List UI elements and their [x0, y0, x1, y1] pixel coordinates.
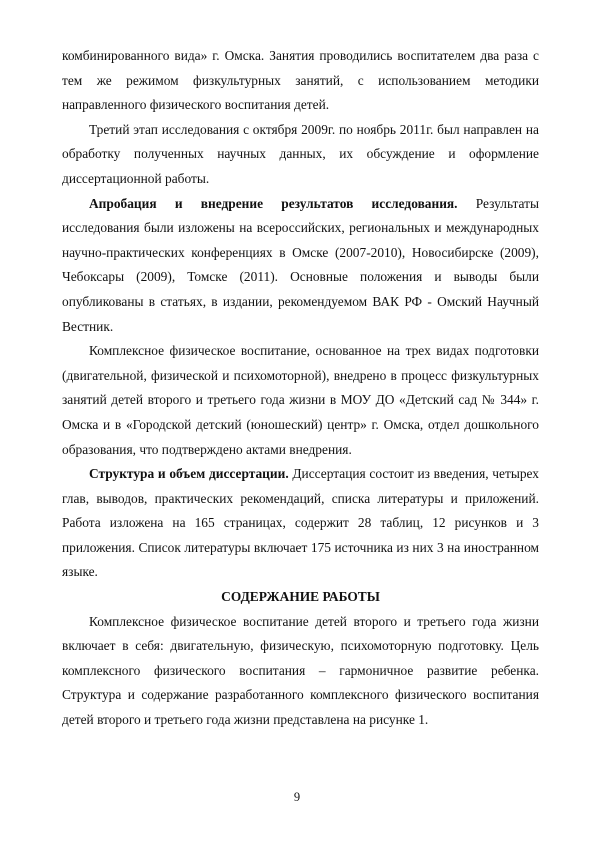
runin-heading-structure: Структура и объем диссертации.	[89, 466, 289, 482]
section-heading: СОДЕРЖАНИЕ РАБОТЫ	[221, 589, 380, 605]
document-page	[62, 44, 539, 733]
paragraph-stage-three: Третий этап исследования с октября 2009г. по ноябрь 2011г. был направлен на обработку полученных научных данных, их обсуждение и оформление диссертационной работы.	[62, 121, 539, 186]
page-number: 9	[293, 790, 301, 804]
paragraph-implementation: Комплексное физическое воспитание, основанное на трех видах подготовки (двигательной, физической и психомоторной), внедрено в процесс физкультурных занятий детей второго и третьего года жизни в МОУ ДО «Детский сад № 344» г. Омска и в «Городской детский (юношеский) центр» г. Омска, отдел дошкольного образования, что подтверждено актами внедрения.	[62, 343, 539, 457]
paragraph-approbation-text: Результаты исследования были изложены на всероссийских, региональных и международных научно-практических конференциях в Омске (2007-2010), Новосибирске (2009), Чебоксары (2009), Томске (2011). Основные положения и выводы были опубликованы в статьях, в издании, рекомендуемом ВАК РФ - Омский Научный Вестник.	[62, 195, 539, 334]
paragraph-structure-text: Диссертация состоит из введения, четырех глав, выводов, практических рекомендаций, списка литературы и приложений. Работа изложена на 165 страницах, содержит 28 таблиц, 12 рисунков и 3 приложения. Список литературы включает 175 источника из них 3 на иностранном языке.	[62, 466, 539, 580]
paragraph-content: Комплексное физическое воспитание детей второго и третьего года жизни включает в себя: двигательную, физическую, психомоторную подготовку. Цель комплексного физического воспитания – гармоничное развитие ребенка. Структура и содержание разработанного комплексного физического воспитания детей второго и третьего года жизни представлена на рисунке 1.	[62, 613, 539, 728]
paragraph-approbation	[62, 192, 539, 340]
paragraph-structure	[62, 462, 539, 585]
paragraph-continuation: комбинированного вида» г. Омска. Занятия проводились воспитателем два раза с тем же режимом физкультурных занятий, с использованием методики направленного физического воспитания детей.	[62, 48, 539, 113]
runin-heading-approbation: Апробация и внедрение результатов исследования.	[89, 195, 458, 211]
